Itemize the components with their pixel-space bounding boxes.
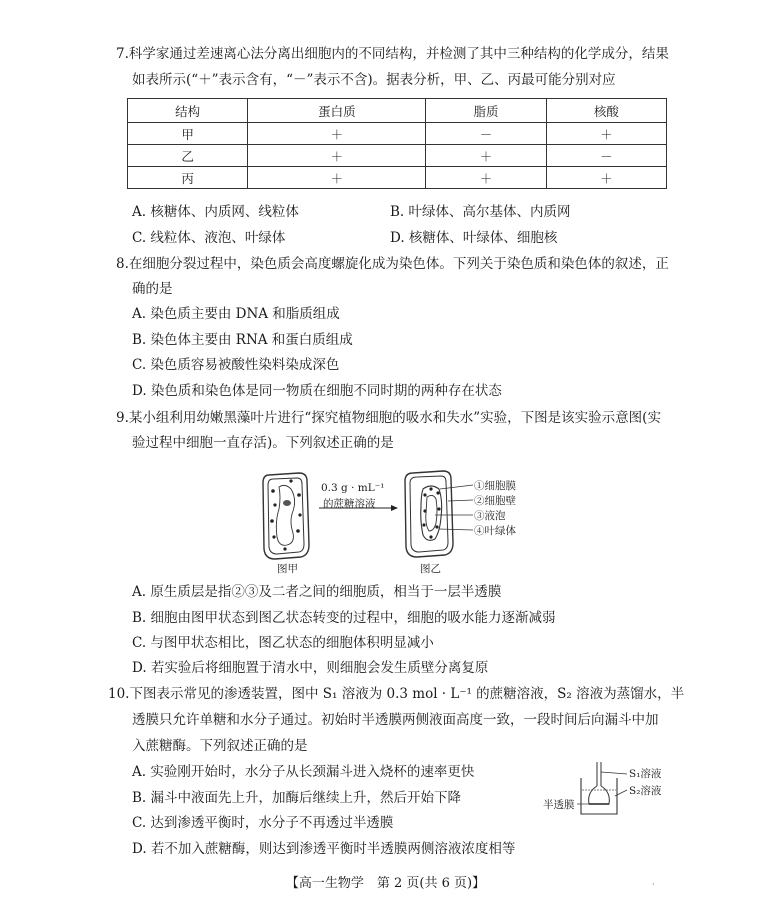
label-semipermeable-membrane: 半透膜 (543, 799, 575, 811)
arrow-label-concentration: 0.3 g · mL⁻¹ (321, 482, 385, 494)
q9-stem-line1: 9.某小组利用幼嫩黑藻叶片进行“探究植物细胞的吸水和失水”实验，下图是该实验示意图(实 (116, 410, 661, 426)
table-header-row (128, 99, 667, 123)
cell-a-drawing (263, 473, 309, 559)
label-s2-solution: S₂溶液 (629, 785, 662, 797)
table-row (128, 167, 667, 189)
table-header: 核酸 (546, 99, 666, 123)
table-cell: － (426, 123, 546, 145)
q9-option-d: D. 若实验后将细胞置于清水中，则细胞会发生质壁分离复原 (132, 660, 489, 676)
table-cell: ＋ (248, 123, 426, 145)
q9-option-c: C. 与图甲状态相比，图乙状态的细胞体积明显减小 (132, 635, 434, 651)
label-cell-membrane: ①细胞膜 (474, 480, 516, 492)
table-cell: ＋ (426, 167, 546, 189)
q7-stem-line2: 如表所示(“＋”表示含有，“－”表示不含)。据表分析，甲、乙、丙最可能分别对应 (132, 72, 616, 88)
table-header: 蛋白质 (248, 99, 426, 123)
q9-figure (255, 465, 515, 575)
q8-option-a: A. 染色质主要由 DNA 和脂质组成 (132, 306, 340, 322)
table-cell: ＋ (248, 167, 426, 189)
table-cell: 丙 (128, 167, 248, 189)
q9-option-b: B. 细胞由图甲状态到图乙状态转变的过程中，细胞的吸水能力逐渐减弱 (132, 610, 556, 626)
q10-option-b: B. 漏斗中液面先上升，加酶后继续上升，然后开始下降 (132, 790, 462, 806)
table-header: 脂质 (426, 99, 546, 123)
q10-option-d: D. 若不加入蔗糖酶，则达到渗透平衡时半透膜两侧溶液浓度相等 (132, 841, 516, 857)
label-chloroplast: ④叶绿体 (474, 525, 516, 537)
label-vacuole: ③液泡 (474, 510, 506, 522)
q8-option-c: C. 染色质容易被酸性染料染成深色 (132, 357, 340, 373)
caption-figure-b: 图乙 (420, 563, 441, 575)
table-cell: ＋ (546, 123, 666, 145)
table-header: 结构 (128, 99, 248, 123)
q7-option-a: A. 核糖体、内质网、线粒体 (132, 204, 299, 220)
q9-stem-line2: 验过程中细胞一直存活)。下列叙述正确的是 (132, 435, 394, 451)
q8-stem-line2: 确的是 (132, 281, 173, 297)
q7-option-b: B. 叶绿体、高尔基体、内质网 (390, 204, 571, 220)
cell-b-drawing (405, 471, 473, 557)
label-s1-solution: S₁溶液 (629, 768, 662, 780)
q10-option-c: C. 达到渗透平衡时，水分子不再透过半透膜 (132, 815, 394, 831)
q9-option-a: A. 原生质层是指②③及二者之间的细胞质，相当于一层半透膜 (132, 584, 502, 600)
page-footer: 【高一生物学 第 2 页(共 6 页)】 (285, 876, 486, 891)
q8-option-b: B. 染色体主要由 RNA 和蛋白质组成 (132, 332, 353, 348)
table-cell: － (546, 145, 666, 167)
q7-option-d: D. 核糖体、叶绿体、细胞核 (390, 230, 558, 246)
q8-option-d: D. 染色质和染色体是同一物质在细胞不同时期的两种存在状态 (132, 383, 502, 399)
q10-stem-line1: 10.下图表示常见的渗透装置，图中 S₁ 溶液为 0.3 mol · L⁻¹ 的蔗糖溶液，S₂ 溶液为蒸馏水，半 (108, 686, 685, 702)
table-cell: 甲 (128, 123, 248, 145)
table-row (128, 123, 667, 145)
q7-table (127, 98, 667, 189)
q10-stem-line3: 入蔗糖酶。下列叙述正确的是 (132, 738, 308, 754)
caption-figure-a: 图甲 (277, 563, 298, 575)
q7-option-c: C. 线粒体、液泡、叶绿体 (132, 230, 286, 246)
table-cell: ＋ (248, 145, 426, 167)
q8-stem-line1: 8.在细胞分裂过程中，染色质会高度螺旋化成为染色体。下列关于染色质和染色体的叙述，正 (116, 256, 669, 272)
table-cell: ＋ (426, 145, 546, 167)
q10-option-a: A. 实验刚开始时，水分子从长颈漏斗进入烧杯的速率更快 (132, 764, 475, 780)
q10-figure (545, 760, 685, 820)
corner-mark: · (652, 880, 655, 890)
table-row (128, 145, 667, 167)
arrow-label-solution: 的蔗糖溶液 (323, 498, 376, 510)
q10-stem-line2: 透膜只允许单糖和水分子通过。初始时半透膜两侧液面高度一致，一段时间后向漏斗中加 (132, 712, 659, 728)
table-cell: 乙 (128, 145, 248, 167)
label-cell-wall: ②细胞壁 (474, 495, 516, 507)
table-cell: ＋ (546, 167, 666, 189)
q7-stem-line1: 7.科学家通过差速离心法分离出细胞内的不同结构，并检测了其中三种结构的化学成分，结果 (116, 46, 669, 62)
